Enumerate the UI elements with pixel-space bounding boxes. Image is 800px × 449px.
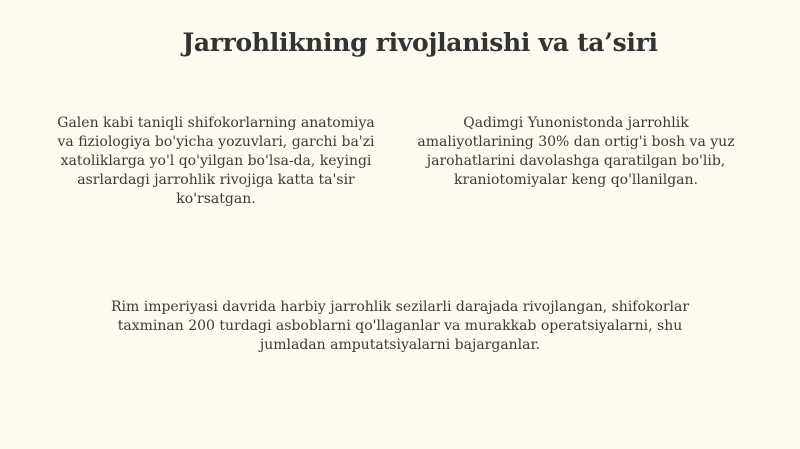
text-block-roman-empire: Rim imperiyasi davrida harbiy jarrohlik sezilarli darajada rivojlangan, shifokorlar taxminan 200 turdagi asboblarni qo'llaganlar va murakkab operatsiyalarni, shu jumladan amputatsiyalarni bajarganlar. xyxy=(110,299,690,353)
text-block-ancient-greece: Qadimgi Yunonistonda jarrohlik amaliyotlarining 30% dan ortig'i bosh va yuz jarohatlarini davolashga qaratilgan bo'lib, kraniotomiyalar keng qo'llanilgan. xyxy=(417,115,735,188)
slide-title: Jarrohlikning rivojlanishi va ta’siri xyxy=(182,28,658,57)
text-block-galen: Galen kabi taniqli shifokorlarning anatomiya va fiziologiya bo'yicha yozuvlari, garchi ba'zi xatoliklarga yo'l qo'yilgan bo'lsa-da, keyingi asrlardagi jarrohlik rivojiga katta ta'sir ko'rsatgan. xyxy=(57,115,375,207)
